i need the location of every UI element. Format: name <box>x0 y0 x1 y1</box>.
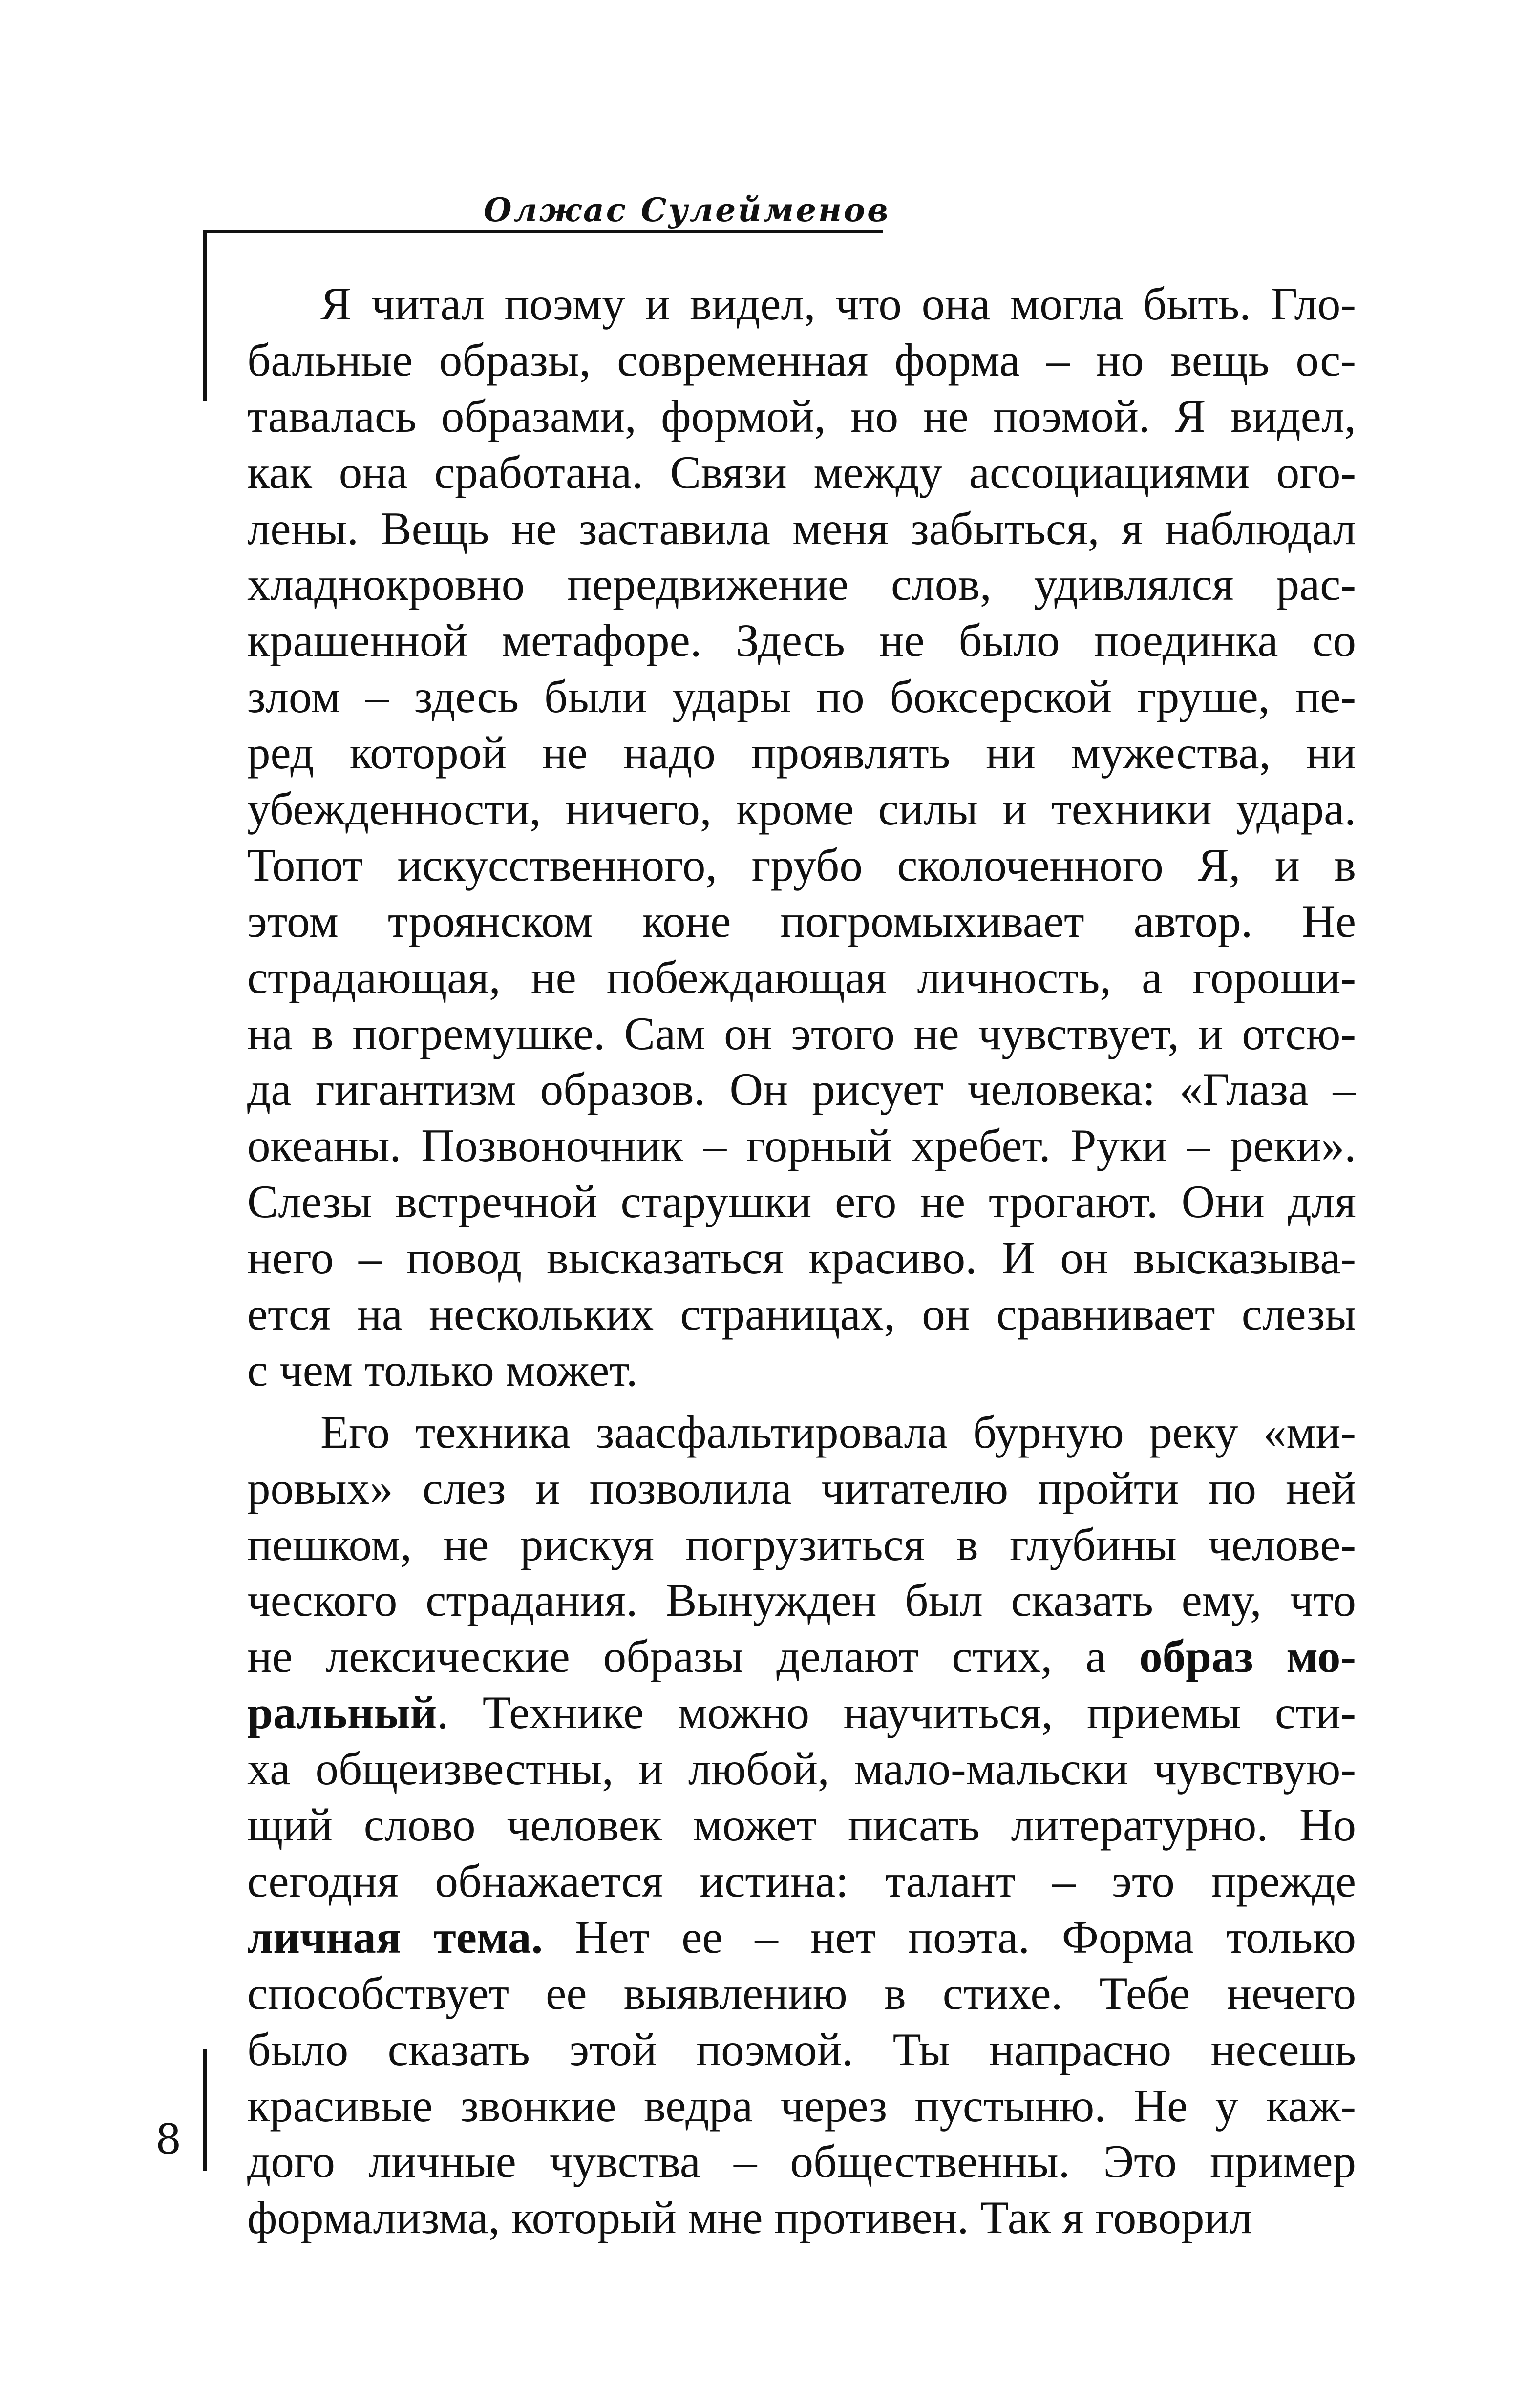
text-line <box>247 1909 1356 1965</box>
text-run: ется на нескольких страницах, он сравнивает слезы <box>247 1288 1356 1340</box>
text-run: пешком, не рискуя погрузиться в глубины челове- <box>247 1518 1356 1570</box>
text-line <box>247 1118 1356 1174</box>
bold-text: образ мо- <box>1139 1630 1356 1683</box>
text-run: лены. Вещь не заставила меня забыться, я наблюдал <box>247 502 1356 554</box>
paragraph-gap <box>247 1398 1356 1404</box>
text-run: ческого страдания. Вынужден был сказать ему, что <box>247 1574 1356 1626</box>
text-line <box>247 1006 1356 1062</box>
text-line <box>247 1965 1356 2022</box>
text-line <box>247 1404 1356 1460</box>
text-line <box>247 388 1356 444</box>
text-run: ровых» слез и позволила читателю пройти по ней <box>247 1462 1356 1514</box>
text-run: Я читал поэму и видел, что она могла быть. Гло- <box>320 278 1356 330</box>
text-line <box>247 1286 1356 1342</box>
text-line <box>247 276 1356 332</box>
text-run: бальные образы, современная форма – но вещь ос- <box>247 334 1356 386</box>
margin-bracket-top <box>203 230 207 401</box>
text-run: страдающая, не побеждающая личность, а гороши- <box>247 951 1356 1003</box>
text-line <box>247 444 1356 501</box>
text-run: формализма, который мне противен. Так я говорил <box>247 2192 1252 2244</box>
text-run: Нет ее – нет поэта. Форма только <box>543 1911 1356 1963</box>
text-run: способствует ее выявлению в стихе. Тебе нечего <box>247 1967 1356 2019</box>
text-run: злом – здесь были удары по боксерской груше, пе- <box>247 671 1356 723</box>
text-run: как она сработана. Связи между ассоциациями ого- <box>247 446 1356 498</box>
text-line <box>247 1628 1356 1685</box>
text-line <box>247 893 1356 950</box>
running-header-author: Олжас Сулейменов <box>484 191 891 229</box>
body-text <box>247 276 1356 2246</box>
text-line <box>247 2022 1356 2078</box>
text-line <box>247 1572 1356 1628</box>
text-line <box>247 1460 1356 1517</box>
text-run: Топот искусственного, грубо сколоченного Я, и в <box>247 839 1356 891</box>
margin-bracket-bottom <box>203 2049 207 2171</box>
text-line <box>247 837 1356 893</box>
text-line <box>247 1342 1356 1398</box>
text-run: тавалась образами, формой, но не поэмой. Я видел, <box>247 390 1356 442</box>
text-line <box>247 1797 1356 1853</box>
text-line <box>247 501 1356 557</box>
text-line <box>247 2133 1356 2190</box>
text-line <box>247 556 1356 613</box>
paragraph <box>247 276 1356 1398</box>
page-number: 8 <box>155 2115 182 2163</box>
paragraph <box>247 1404 1356 2246</box>
bold-text: личная тема. <box>247 1911 543 1963</box>
text-run: Слезы встречной старушки его не трогают. Они для <box>247 1176 1356 1228</box>
text-line <box>247 1741 1356 1797</box>
text-run: этом троянском коне погромыхивает автор. Не <box>247 895 1356 947</box>
text-run: Его техника заасфальтировала бурную реку «ми- <box>320 1406 1356 1458</box>
text-run: него – повод высказаться красиво. И он высказыва- <box>247 1232 1356 1284</box>
text-run: океаны. Позвоночник – горный хребет. Руки – реки». <box>247 1120 1356 1172</box>
text-line <box>247 781 1356 837</box>
text-run: крашенной метафоре. Здесь не было поединка со <box>247 614 1356 667</box>
bold-text: ральный <box>247 1687 437 1739</box>
text-run: убежденности, ничего, кроме силы и техники удара. <box>247 783 1356 835</box>
text-line <box>247 1685 1356 1741</box>
text-line <box>247 613 1356 669</box>
text-run: да гигантизм образов. Он рисует человека: «Глаза – <box>247 1063 1356 1116</box>
text-run: ха общеизвестны, и любой, мало-мальски чувствую- <box>247 1743 1356 1795</box>
text-line <box>247 2078 1356 2134</box>
header-rule <box>204 230 883 233</box>
text-line <box>247 1061 1356 1118</box>
text-run: щий слово человек может писать литературно. Но <box>247 1799 1356 1851</box>
text-line <box>247 1853 1356 1909</box>
text-run: было сказать этой поэмой. Ты напрасно несешь <box>247 2023 1356 2075</box>
text-line <box>247 1174 1356 1230</box>
text-run: не лексические образы делают стих, а <box>247 1630 1140 1683</box>
text-line <box>247 1230 1356 1286</box>
text-run: . Технике можно научиться, приемы сти- <box>437 1687 1356 1739</box>
text-run: ред которой не надо проявлять ни мужества, ни <box>247 727 1356 779</box>
text-line <box>247 725 1356 781</box>
text-line <box>247 669 1356 725</box>
text-line <box>247 2190 1356 2246</box>
text-line <box>247 1517 1356 1573</box>
text-run: дого личные чувства – общественны. Это пример <box>247 2135 1356 2188</box>
text-line <box>247 332 1356 388</box>
text-run: сегодня обнажается истина: талант – это прежде <box>247 1855 1356 1907</box>
text-run: с чем только может. <box>247 1344 638 1396</box>
text-run: на в погремушке. Сам он этого не чувствует, и отсю- <box>247 1007 1356 1059</box>
text-run: красивые звонкие ведра через пустыню. Не у каж- <box>247 2079 1356 2132</box>
text-run: хладнокровно передвижение слов, удивлялся рас- <box>247 558 1356 611</box>
text-line <box>247 950 1356 1006</box>
